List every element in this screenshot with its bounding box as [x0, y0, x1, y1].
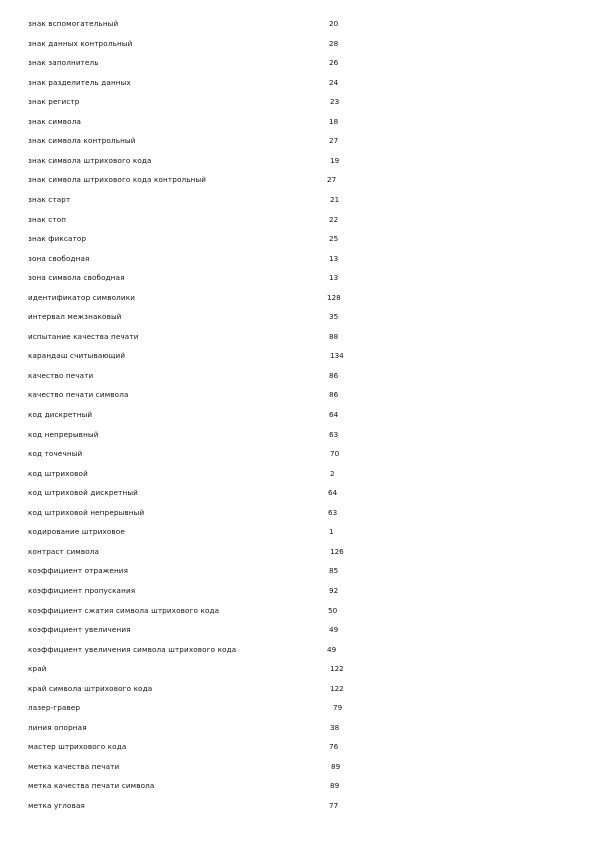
index-entry: [0, 487, 595, 499]
index-term: метка качества печати: [28, 761, 120, 771]
index-entry: [0, 526, 595, 538]
index-entry: [0, 741, 595, 753]
index-term: знак символа: [28, 116, 82, 126]
index-page-number: 128: [327, 292, 341, 302]
index-term: знак заполнитель: [28, 58, 99, 68]
index-entry: [0, 194, 595, 206]
index-entry: [0, 174, 595, 186]
index-term: зона символа свободная: [28, 273, 125, 283]
index-entry: [0, 702, 595, 714]
index-entry: [0, 565, 595, 577]
index-term: испытание качества печати: [28, 331, 139, 341]
index-term: знак символа штрихового кода: [28, 155, 152, 165]
index-term: карандаш считывающий: [28, 351, 126, 361]
index-page-number: 85: [329, 566, 339, 576]
index-entry: [0, 722, 595, 734]
index-entry: [0, 57, 595, 69]
index-term: знак стоп: [28, 214, 67, 224]
index-page-number: 70: [330, 449, 340, 459]
index-entry: [0, 585, 595, 597]
index-term: коэффициент увеличения: [28, 625, 131, 635]
index-page-number: 49: [329, 625, 339, 635]
index-term: кодирование штриховое: [28, 527, 125, 537]
index-page-number: 22: [329, 214, 339, 224]
index-term: зона свободная: [28, 253, 90, 263]
index-term: коэффициент сжатия символа штрихового кода: [28, 605, 220, 615]
index-page-number: 28: [329, 38, 339, 48]
index-entry: [0, 253, 595, 265]
index-page-number: 77: [329, 801, 339, 810]
index-entry: [0, 38, 595, 50]
index-page-number: 35: [329, 312, 339, 322]
index-entry: [0, 546, 595, 558]
index-page-number: 63: [328, 507, 338, 517]
index-term: метка качества печати символа: [28, 781, 155, 791]
index-term: код штриховой: [28, 468, 88, 478]
index-entry: [0, 331, 595, 343]
index-entry: [0, 370, 595, 382]
index-term: качество печати: [28, 370, 94, 380]
index-page-number: 1: [329, 527, 334, 537]
index-page-number: 13: [329, 253, 339, 263]
index-term: знак символа контрольный: [28, 136, 136, 146]
index-entry: [0, 624, 595, 636]
index-page-number: 2: [330, 468, 335, 478]
index-entry: [0, 272, 595, 284]
index-page-number: 92: [329, 585, 339, 595]
index-page-number: 89: [331, 761, 341, 771]
index-entry: [0, 116, 595, 128]
index-entry: [0, 292, 595, 304]
index-entry: [0, 800, 595, 812]
index-entry: [0, 448, 595, 460]
index-term: код дискретный: [28, 410, 93, 419]
index-term: идентификатор символики: [28, 292, 136, 302]
index-page-number: 122: [330, 664, 344, 674]
index-term: край: [28, 664, 47, 674]
index-page-number: 25: [329, 234, 339, 244]
index-term: знак регистр: [28, 97, 80, 107]
index-page-number: 134: [330, 351, 344, 361]
index-term: интервал межзнаковый: [28, 312, 122, 322]
index-term: контраст символа: [28, 546, 100, 556]
index-page-number: 27: [329, 136, 339, 146]
index-entry: [0, 409, 595, 421]
index-entry: [0, 761, 595, 773]
index-term: код непрерывный: [28, 429, 99, 439]
index-term: коэффициент отражения: [28, 566, 129, 576]
index-term: коэффициент увеличения символа штрихового кода: [28, 644, 237, 654]
index-page-number: 24: [329, 77, 339, 87]
index-page-number: 49: [327, 644, 337, 654]
index-page-number: 23: [330, 97, 340, 107]
index-page-number: 88: [329, 331, 339, 341]
index-term: коэффициент пропускания: [28, 585, 136, 595]
index-page-number: 50: [328, 605, 338, 615]
index-entry: [0, 644, 595, 656]
index-term: знак разделитель данных: [28, 77, 131, 87]
index-term: качество печати символа: [28, 390, 129, 400]
index-page-number: 27: [327, 175, 337, 185]
index-term: код штриховой непрерывный: [28, 507, 145, 517]
index-page-number: 64: [329, 410, 339, 419]
index-term: лазер-гравер: [28, 703, 81, 713]
index-entry: [0, 468, 595, 480]
index-entry: [0, 311, 595, 323]
index-page-number: 20: [329, 19, 339, 28]
index-page-number: 63: [329, 429, 339, 439]
index-term: код штриховой дискретный: [28, 488, 138, 498]
index-entry: [0, 77, 595, 89]
index-page-number: 26: [329, 58, 339, 68]
index-term: линия опорная: [28, 722, 87, 732]
index-entry: [0, 350, 595, 362]
index-page-number: 64: [328, 488, 338, 498]
index-term: знак фиксатор: [28, 234, 87, 244]
index-entry: [0, 389, 595, 401]
index-entry: [0, 233, 595, 245]
index-page-number: 126: [330, 546, 344, 556]
index-entry: [0, 507, 595, 519]
index-page-number: 79: [333, 703, 343, 713]
index-term: край символа штрихового кода: [28, 683, 153, 693]
index-entry: [0, 663, 595, 675]
index-term: метка угловая: [28, 801, 85, 810]
index-entry: [0, 135, 595, 147]
index-entry: [0, 429, 595, 441]
index-page-number: 86: [329, 370, 339, 380]
index-term: знак символа штрихового кода контрольный: [28, 175, 207, 185]
index-term: знак данных контрольный: [28, 38, 133, 48]
index-entry: [0, 780, 595, 792]
index-page-number: 13: [329, 273, 339, 283]
index-term: мастер штрихового кода: [28, 742, 127, 752]
index-page-number: 21: [330, 194, 340, 204]
index-page-number: 122: [330, 683, 344, 693]
index-term: знак старт: [28, 194, 71, 204]
index-term: код точечный: [28, 449, 83, 459]
index-entry: [0, 155, 595, 167]
index-page-number: 86: [329, 390, 339, 400]
index-entry: [0, 18, 595, 30]
index-entry: [0, 683, 595, 695]
index-entry: [0, 96, 595, 108]
index-page-number: 19: [330, 155, 340, 165]
index-term: знак вспомогательный: [28, 19, 119, 28]
index-entry: [0, 214, 595, 226]
index-entry: [0, 605, 595, 617]
index-page-number: 38: [330, 722, 340, 732]
index-page-number: 18: [329, 116, 339, 126]
index-page-number: 89: [330, 781, 340, 791]
index-page-number: 76: [329, 742, 339, 752]
